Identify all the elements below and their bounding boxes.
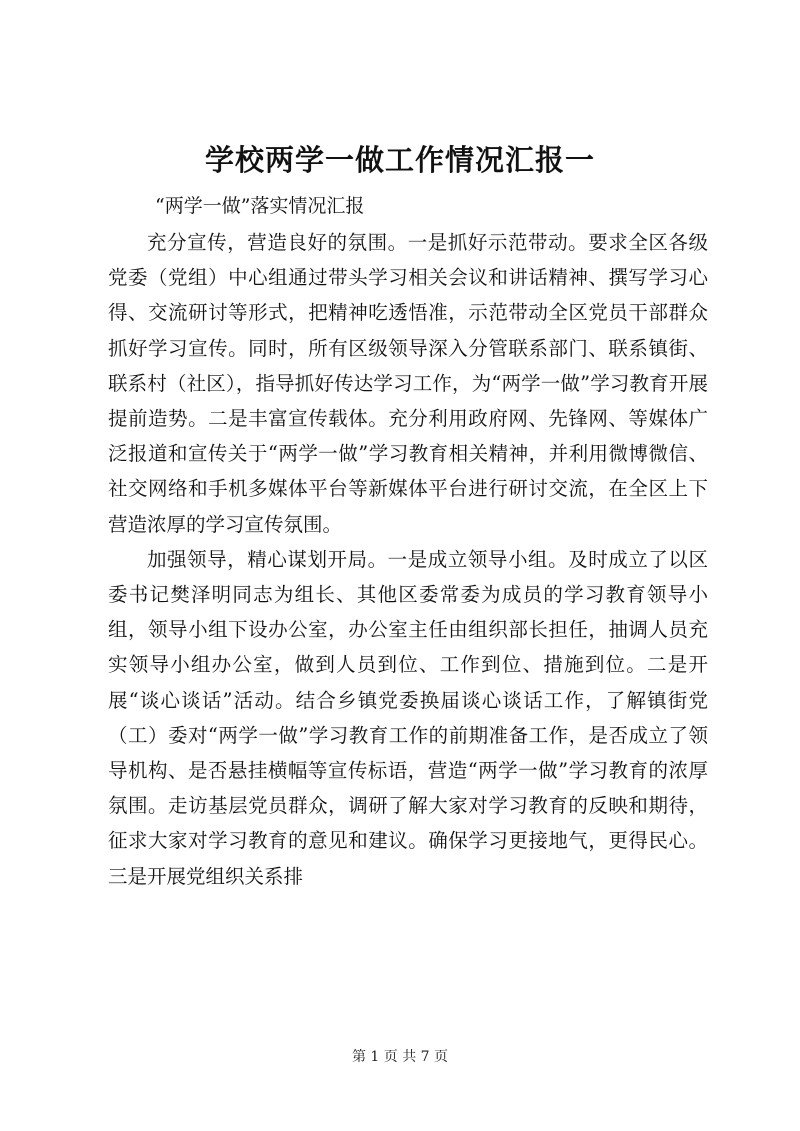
page-number-footer: 第 1 页 共 7 页 [351,1049,449,1065]
document-subtitle: “两学一做”落实情况汇报 [155,195,365,217]
paragraph-leadership: 加强领导，精心谋划开局。一是成立领导小组。及时成立了以区委书记樊泽明同志为组长、其他区委常委为成员的学习教育领导小组，领导小组下设办公室，办公室主任由组织部长担任，抽调人员充实领导小组办公室，做到人员到位、工作到位、措施到位。二是开展“谈心谈话”活动。结合乡镇党委换届谈心谈话工作，了解镇街党（工）委对“两学一做”学习教育工作的前期准备工作，是否成立了领导机构、是否悬挂横幅等宣传标语，营造“两学一做”学习教育的浓厚氛围。走访基层党员群众，调研了解大家对学习教育的反映和期待，征求大家对学习教育的意见和建议。确保学习更接地气，更得民心。三是开展党组织关系排 [108,547,708,888]
document-body [108,225,708,894]
document-title: 学校两学一做工作情况汇报一 [204,143,595,177]
paragraph-publicity: 充分宣传，营造良好的氛围。一是抓好示范带动。要求全区各级党委（党组）中心组通过带头学习相关会议和讲话精神、撰写学习心得、交流研讨等形式，把精神吃透悟准，示范带动全区党员干部群众抓好学习宣传。同时，所有区级领导深入分管联系部门、联系镇街、联系村（社区），指导抓好传达学习工作，为“两学一做”学习教育开展提前造势。二是丰富宣传载体。充分利用政府网、先锋网、等媒体广泛报道和宣传关于“两学一做”学习教育相关精神，并利用微博微信、社交网络和手机多媒体平台等新媒体平台进行研讨交流，在全区上下营造浓厚的学习宣传氛围。 [108,231,708,536]
